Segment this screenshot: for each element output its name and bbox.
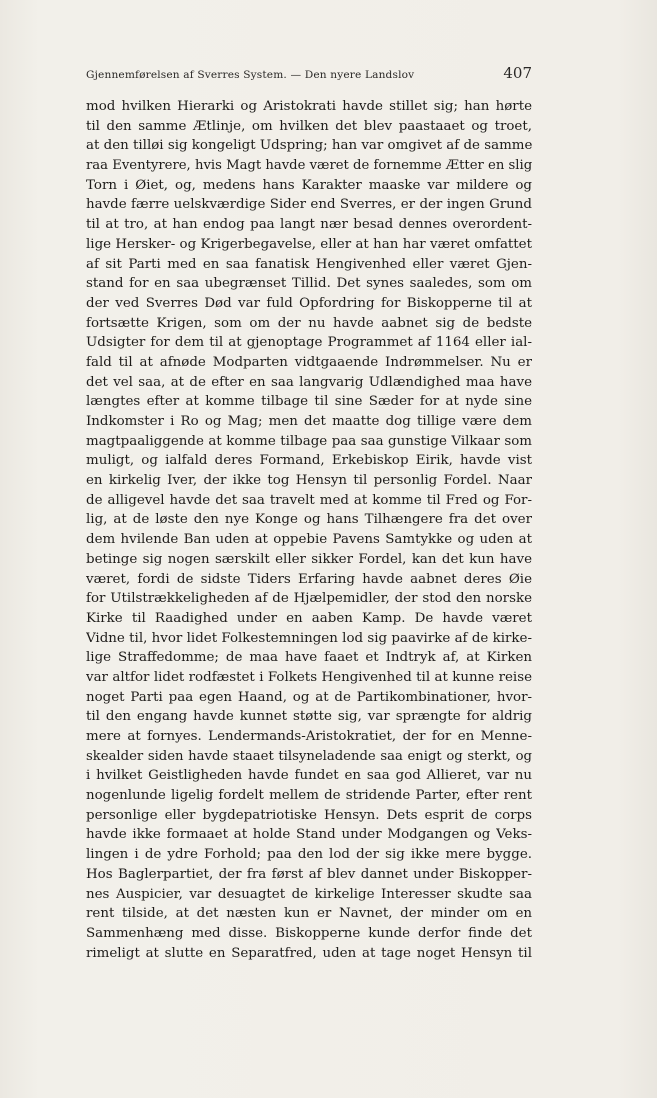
text-line: rimeligt at slutte en Separatfred, uden at tage noget Hensyn til	[86, 945, 532, 961]
text-line: noget Parti paa egen Haand, og at de Partikombinationer, hvor-	[86, 689, 532, 705]
text-line: en kirkelig Iver, der ikke tog Hensyn til personlig Fordel. Naar	[86, 473, 532, 489]
text-line: personlige eller bygdepatriotiske Hensyn. Dets esprit de corps	[86, 807, 532, 823]
text-line: til at tro, at han endog paa langt nær besad dennes overordent-	[86, 217, 532, 233]
text-line: lingen i de ydre Forhold; paa den lod der sig ikke mere bygge.	[86, 847, 532, 863]
text-line: var altfor lidet rodfæstet i Folkets Hengivenhed til at kunne reise	[86, 669, 532, 685]
text-line: Indkomster i Ro og Mag; men det maatte dog tillige være dem	[86, 414, 532, 429]
text-line: til den engang havde kunnet støtte sig, var sprængte for aldrig	[86, 709, 532, 725]
body-text	[86, 97, 532, 963]
text-line: rent tilside, at det næsten kun er Navnet, der minder om en	[86, 906, 532, 922]
text-line: fald til at afnøde Modparten vidtgaaende Indrømmelser. Nu er	[86, 354, 532, 370]
running-head: Gjennemførelsen af Sverres System. — Den nyere Landslov	[86, 69, 415, 81]
text-line: havde færre uelskværdige Sider end Sverres, er der ingen Grund	[86, 197, 532, 213]
text-line: lig, at de løste den nye Konge og hans Tilhængere fra det over	[86, 512, 532, 528]
text-line: længtes efter at komme tilbage til sine Sæder for at nyde sine	[86, 394, 532, 410]
text-line: været, fordi de sidste Tiders Erfaring havde aabnet deres Øie	[86, 571, 532, 587]
text-line: nogenlunde ligelig fordelt mellem de stridende Parter, efter rent	[86, 788, 532, 804]
text-line: at den tilløi sig kongeligt Udspring; han var omgivet af de samme	[86, 138, 532, 154]
text-line: lige Hersker- og Krigerbegavelse, eller at han har været omfattet	[86, 236, 532, 252]
text-line: Udsigter for dem til at gjenoptage Programmet af 1164 eller ial-	[86, 335, 532, 351]
text-line: havde ikke formaaet at holde Stand under Modgangen og Veks-	[86, 827, 532, 843]
text-line: fortsætte Krigen, som om der nu havde aabnet sig de bedste	[86, 315, 532, 331]
text-line: af sit Parti med en saa fanatisk Hengivenhed eller været Gjen-	[86, 256, 532, 272]
text-line: mod hvilken Hierarki og Aristokrati havde stillet sig; han hørte	[86, 99, 532, 114]
text-line: nes Auspicier, var desuagtet de kirkelige Interesser skudte saa	[86, 886, 532, 902]
text-line: skealder siden havde staaet tilsyneladende saa enigt og sterkt, og	[86, 748, 532, 764]
text-line: magtpaaliggende at komme tilbage paa saa gunstige Vilkaar som	[86, 433, 532, 449]
text-line: mere at fornyes. Lendermands-Aristokratiet, der for en Menne-	[86, 729, 532, 744]
text-line: Kirke til Raadighed under en aaben Kamp. De havde været	[86, 610, 532, 626]
text-line: det vel saa, at de efter en saa langvarig Udlændighed maa have	[86, 374, 532, 390]
text-line: Torn i Øiet, og, medens hans Karakter maaske var mildere og	[86, 177, 532, 193]
text-line: raa Eventyrere, hvis Magt havde været de fornemme Ætter en slig	[86, 158, 532, 174]
text-line: de alligevel havde det saa travelt med at komme til Fred og For-	[86, 492, 532, 508]
text-line: for Utilstrækkeligheden af de Hjælpemidler, der stod den norske	[86, 591, 532, 607]
text-line: muligt, og ialfald deres Formand, Erkebiskop Eirik, havde vist	[86, 453, 532, 469]
text-line: betinge sig nogen særskilt eller sikker Fordel, kan det kun have	[86, 551, 532, 567]
text-line: der ved Sverres Død var fuld Opfordring for Biskopperne til at	[86, 295, 532, 311]
page-number: 407	[503, 64, 532, 82]
text-line: Vidne til, hvor lidet Folkestemningen lod sig paavirke af de kirke-	[86, 630, 532, 646]
text-line: Sammenhæng med disse. Biskopperne kunde derfor finde det	[86, 925, 532, 941]
text-line: til den samme Ætlinje, om hvilken det blev paastaaet og troet,	[86, 118, 532, 134]
text-line: lige Straffedomme; de maa have faaet et Indtryk af, at Kirken	[86, 650, 532, 666]
page-header	[86, 64, 532, 86]
text-line: i hvilket Geistligheden havde fundet en saa god Allieret, var nu	[86, 768, 532, 784]
text-line: dem hvilende Ban uden at oppebie Pavens Samtykke og uden at	[86, 532, 532, 548]
text-line: stand for en saa ubegrænset Tillid. Det synes saaledes, som om	[86, 276, 532, 292]
text-line: Hos Baglerpartiet, der fra først af blev dannet under Biskopper-	[86, 866, 532, 882]
